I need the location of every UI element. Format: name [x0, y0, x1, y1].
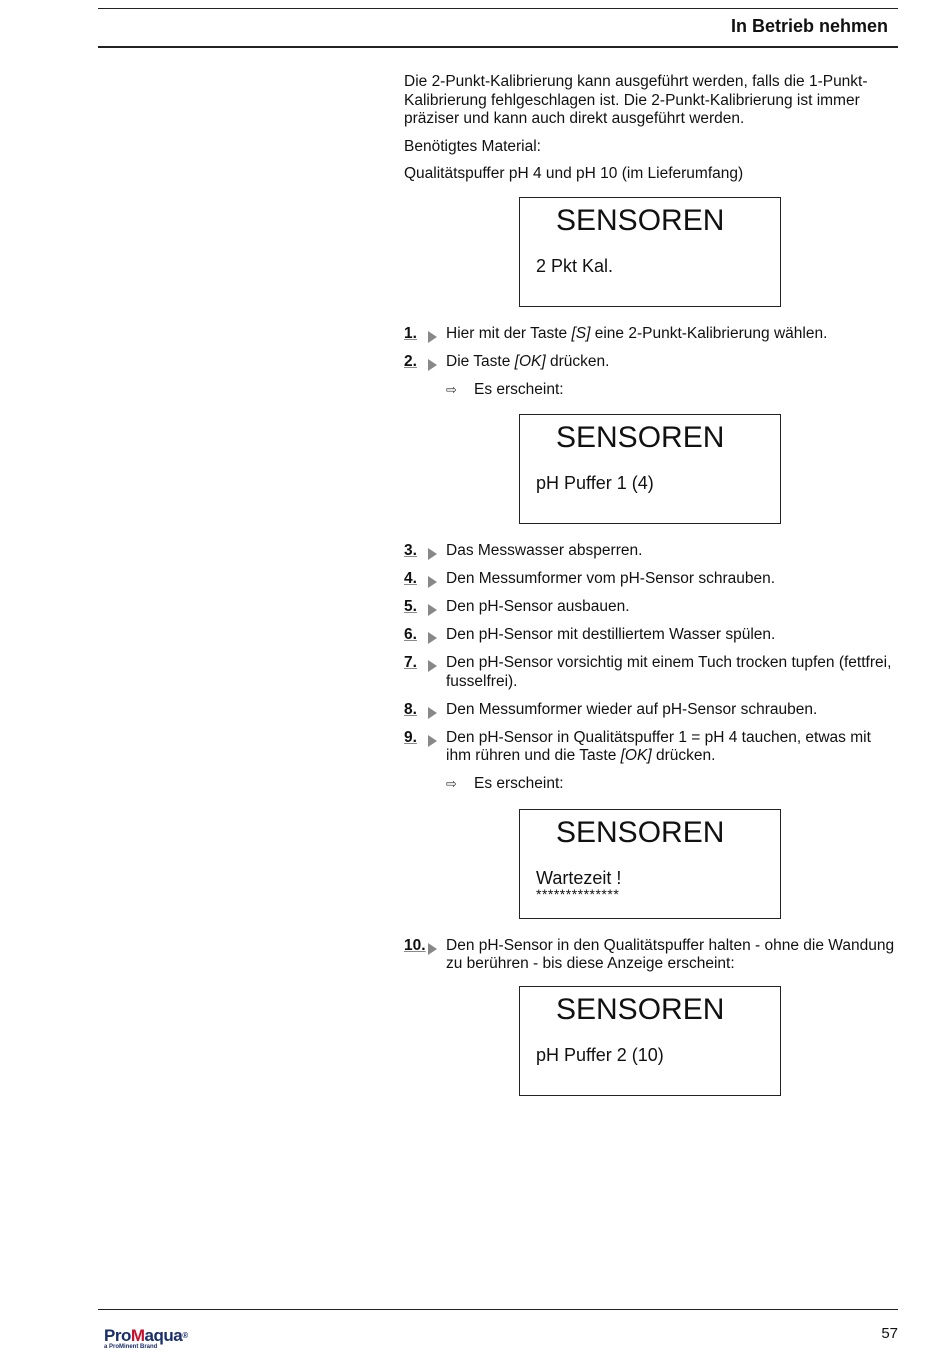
logo-tagline: a ProMinent Brand — [104, 1344, 158, 1350]
result-2 — [404, 775, 897, 794]
triangle-arrow-icon — [428, 548, 437, 560]
result-1 — [404, 381, 897, 400]
display-text: 2 Pkt Kal. — [536, 255, 614, 276]
step-number: 6. — [404, 626, 417, 643]
step-3 — [404, 542, 897, 561]
display-title: SENSOREN — [556, 815, 725, 849]
logo-pro: Pro — [104, 1326, 131, 1345]
key-label: [OK] — [514, 352, 546, 370]
material-text: Qualitätspuffer pH 4 und pH 10 (im Lieferumfang) — [404, 165, 744, 182]
logo-registered: ® — [182, 1331, 188, 1340]
display-text: pH Puffer 2 (10) — [536, 1044, 664, 1065]
step-2 — [404, 353, 897, 372]
lcd-display-1 — [519, 197, 781, 307]
step-text: Den pH-Sensor in Qualitätspuffer 1 = pH 4 tauchen, etwas mit ihm rühren und die Taste — [446, 728, 871, 764]
step-number: 9. — [404, 728, 417, 746]
main-content — [404, 73, 897, 1114]
material-heading: Benötigtes Material: — [404, 137, 541, 155]
display-title: SENSOREN — [556, 992, 725, 1026]
logo-m: M — [130, 1326, 145, 1345]
intro-paragraph: Die 2-Punkt-Kalibrierung kann ausgeführt werden, falls die 1-Punkt-Kalibrierung fehlgeschlagen ist. Die 2-Punkt-Kalibrierung ist immer präziser und kann auch direkt ausgeführt werden. — [404, 73, 868, 127]
outline-arrow-icon: ⇨ — [446, 381, 457, 397]
step-5 — [404, 598, 897, 617]
triangle-arrow-icon — [428, 735, 437, 747]
step-text-end: drücken. — [651, 747, 716, 764]
progress-stars: ************** — [536, 885, 620, 902]
step-10 — [404, 937, 897, 974]
triangle-arrow-icon — [428, 604, 437, 616]
triangle-arrow-icon — [428, 943, 437, 955]
key-label: [OK] — [620, 747, 652, 764]
step-text-end: drücken. — [545, 352, 610, 370]
step-text: Den pH-Sensor mit destilliertem Wasser spülen. — [446, 626, 776, 643]
step-text: Die Taste — [446, 352, 515, 370]
triangle-arrow-icon — [428, 359, 437, 371]
step-text: Den pH-Sensor vorsichtig mit einem Tuch trocken tupfen (fettfrei, fusselfrei). — [446, 654, 892, 690]
header-rule-bottom — [98, 46, 898, 48]
triangle-arrow-icon — [428, 707, 437, 719]
step-text: Den Messumformer wieder auf pH-Sensor schrauben. — [446, 700, 818, 718]
step-text-end: eine 2-Punkt-Kalibrierung wählen. — [590, 324, 828, 342]
triangle-arrow-icon — [428, 632, 437, 644]
step-8 — [404, 701, 897, 720]
display-text: pH Puffer 1 (4) — [536, 473, 654, 493]
outline-arrow-icon: ⇨ — [446, 776, 457, 791]
key-label: [S] — [571, 324, 591, 342]
step-text: Den pH-Sensor in den Qualitätspuffer halten - ohne die Wandung zu berühren - bis diese Anzeige erscheint: — [446, 936, 895, 972]
lcd-display-2 — [519, 414, 781, 524]
logo-aqua: aqua — [144, 1326, 183, 1345]
display-text: Wartezeit ! — [536, 867, 622, 888]
step-number: 1. — [404, 324, 417, 342]
step-text: Den Messumformer vom pH-Sensor schrauben. — [446, 570, 776, 587]
step-number: 4. — [404, 570, 417, 587]
lcd-display-4 — [519, 986, 781, 1096]
step-number: 10. — [404, 936, 426, 954]
triangle-arrow-icon — [428, 660, 437, 672]
result-text: Es erscheint: — [474, 775, 564, 792]
step-number: 8. — [404, 700, 417, 718]
promaqua-logo — [104, 1327, 188, 1344]
display-title: SENSOREN — [556, 421, 725, 454]
step-number: 3. — [404, 542, 417, 559]
step-1 — [404, 325, 897, 344]
step-number: 5. — [404, 598, 417, 615]
step-text: Hier mit der Taste — [446, 324, 572, 342]
header-title: In Betrieb nehmen — [730, 16, 888, 36]
page-number: 57 — [881, 1325, 898, 1342]
display-title: SENSOREN — [556, 203, 725, 237]
step-6 — [404, 626, 897, 645]
step-9 — [404, 729, 897, 766]
lcd-display-3 — [519, 809, 781, 919]
step-text: Den pH-Sensor ausbauen. — [446, 598, 630, 615]
footer-rule — [98, 1309, 898, 1310]
result-text: Es erscheint: — [474, 380, 564, 398]
step-text: Das Messwasser absperren. — [446, 542, 643, 559]
step-4 — [404, 570, 897, 589]
step-number: 7. — [404, 654, 417, 671]
triangle-arrow-icon — [428, 331, 437, 343]
step-number: 2. — [404, 352, 417, 370]
triangle-arrow-icon — [428, 576, 437, 588]
step-7 — [404, 654, 897, 691]
header-rule-top — [98, 8, 898, 9]
